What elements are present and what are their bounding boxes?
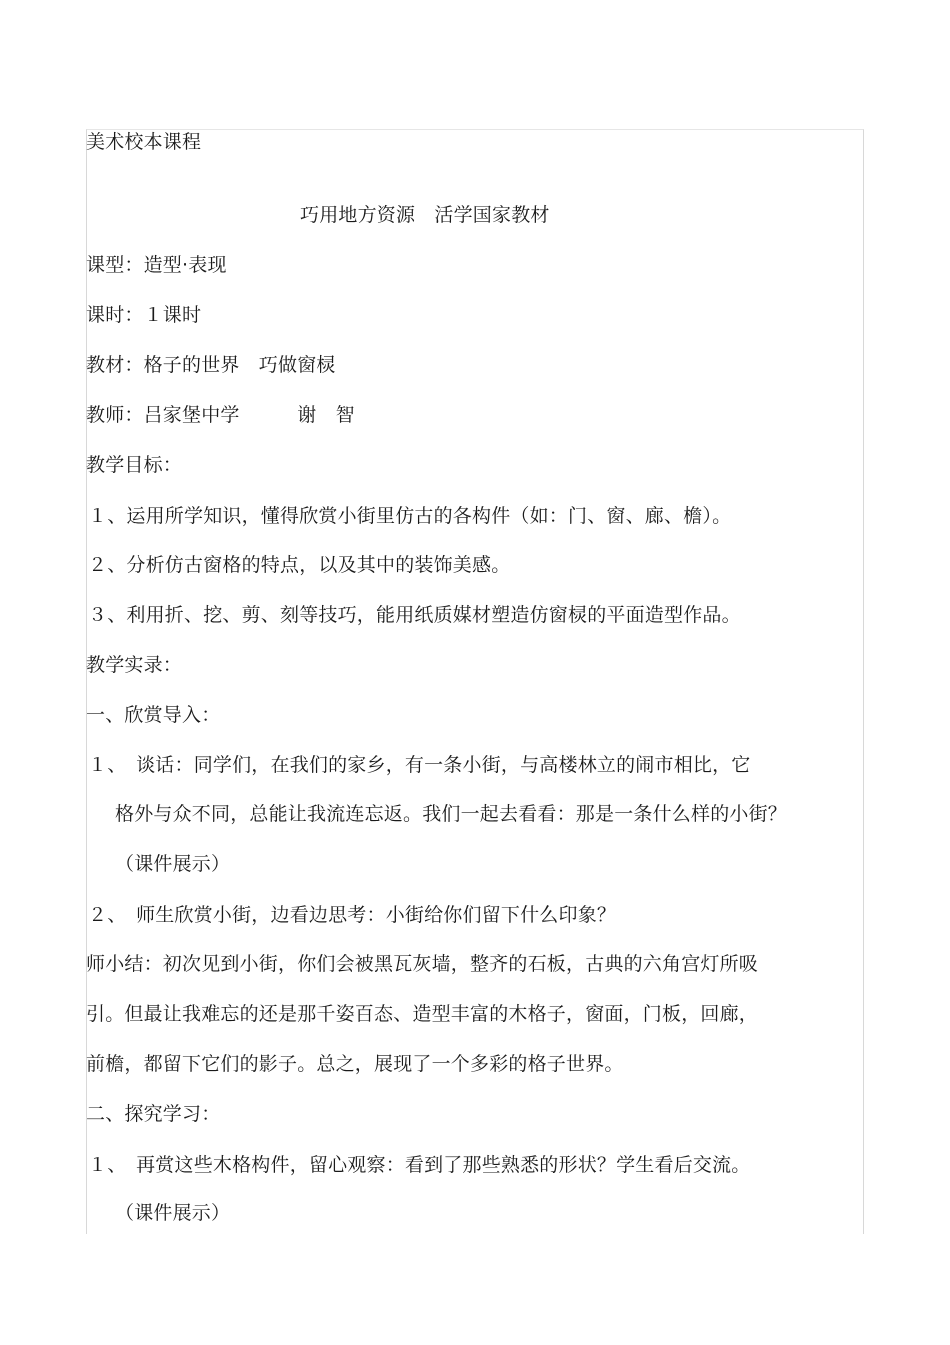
material: 教材：格子的世界 巧做窗棂: [86, 354, 336, 376]
section2-item1-note: （课件展示）: [115, 1202, 231, 1224]
summary-line3: 前檐，都留下它们的影子。总之，展现了一个多彩的格子世界。: [86, 1053, 624, 1075]
objective-item: ３、利用折、挖、剪、刻等技巧，能用纸质媒材塑造仿窗棂的平面造型作品。: [88, 604, 741, 626]
section1-item1-note: （课件展示）: [115, 853, 231, 875]
section1-heading: 一、欣赏导入：: [86, 704, 221, 726]
section1-item1-line1: １、 谈话：同学们，在我们的家乡，有一条小街，与高楼林立的闹市相比，它: [88, 754, 751, 776]
summary-line2: 引。但最让我难忘的还是那千姿百态、造型丰富的木格子，窗面，门板，回廊，: [86, 1003, 759, 1025]
section1-item1-line2: 格外与众不同，总能让我流连忘返。我们一起去看看：那是一条什么样的小街？: [115, 803, 788, 825]
lesson-hours: 课时：１课时: [86, 304, 202, 326]
summary-line1: 师小结：初次见到小街，你们会被黑瓦灰墙，整齐的石板，古典的六角宫灯所吸: [86, 953, 759, 975]
teacher: 教师：吕家堡中学 谢 智: [86, 404, 355, 426]
objective-item: ２、分析仿古窗格的特点，以及其中的装饰美感。: [88, 554, 511, 576]
section2-item1: １、 再赏这些木格构件，留心观察：看到了那些熟悉的形状？学生看后交流。: [88, 1154, 751, 1176]
document-header: 美术校本课程: [86, 131, 202, 153]
objective-item: １、运用所学知识，懂得欣赏小街里仿古的各构件（如：门、窗、廊、檐）。: [88, 505, 732, 527]
section2-heading: 二、探究学习：: [86, 1103, 221, 1125]
record-heading: 教学实录：: [86, 654, 183, 676]
lesson-type: 课型：造型·表现: [86, 254, 227, 276]
objectives-heading: 教学目标：: [86, 454, 183, 476]
section1-item2: ２、 师生欣赏小街，边看边思考：小街给你们留下什么印象？: [88, 904, 617, 926]
document-title: 巧用地方资源 活学国家教材: [300, 204, 550, 226]
